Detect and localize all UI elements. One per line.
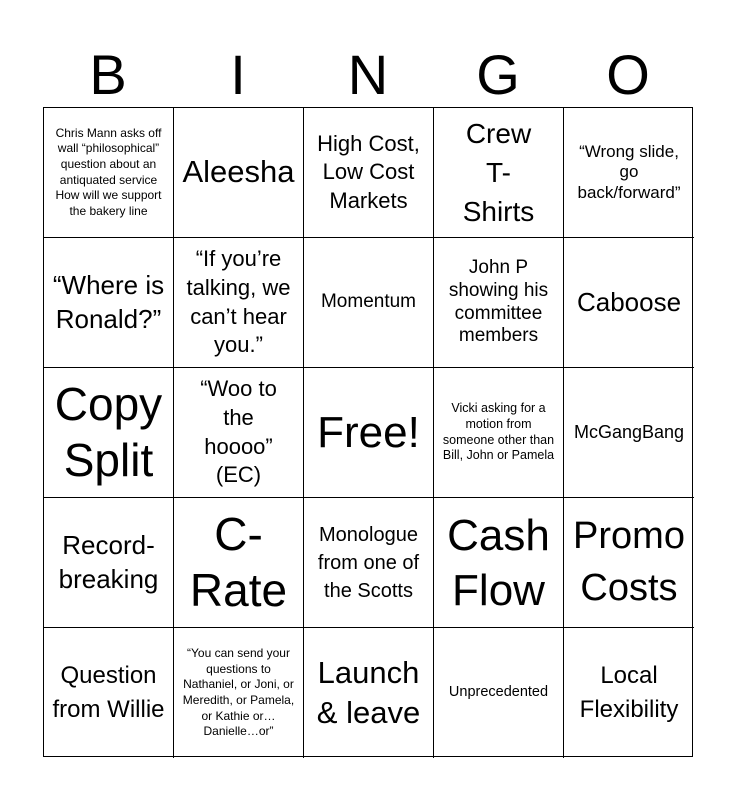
bingo-cell-g2[interactable] [434,238,564,368]
cell-text: Crew T-Shirts [462,117,535,228]
bingo-cell-n3[interactable] [304,368,434,498]
cell-text: Local Flexibility [579,662,679,723]
bingo-cell-n1[interactable] [304,108,434,238]
cell-text: “Where is Ronald?” [52,269,165,334]
cell-text: “If you’re talking, we can’t hear you.” [186,246,291,358]
cell-text: “You can send your questions to Nathaniel, or Joni, or Meredith, or Pamela, or Kathie or… Danielle…or” [182,646,295,739]
bingo-cell-o4[interactable] [564,498,694,628]
cell-text: Unprecedented [448,684,549,701]
header-letter-n: N [347,43,389,106]
cell-text: “Woo to the hoooo” (EC) [200,376,277,488]
bingo-cell-i4[interactable] [174,498,304,628]
header-letter-i: I [230,43,246,106]
cell-text: Aleesha [182,154,295,190]
bingo-cell-n4[interactable] [304,498,434,628]
cell-text: Caboose [576,286,682,317]
cell-text: High Cost, Low Cost Markets [317,130,420,213]
cell-text: Momentum [320,291,417,313]
bingo-cell-i2[interactable] [174,238,304,368]
cell-text: John P showing his committee members [448,256,549,347]
bingo-card [43,107,693,757]
bingo-cell-g1[interactable] [434,108,564,238]
bingo-cell-b2[interactable] [44,238,174,368]
cell-text: Launch & leave [316,654,421,730]
cell-text: McGangBang [573,422,685,443]
bingo-cell-g5[interactable] [434,628,564,758]
bingo-cell-i1[interactable] [174,108,304,238]
header-letter-g: G [476,43,520,106]
bingo-cell-o2[interactable] [564,238,694,368]
bingo-header [43,42,693,108]
bingo-cell-o3[interactable] [564,368,694,498]
cell-text: Question from Willie [52,662,165,723]
bingo-cell-i3[interactable] [174,368,304,498]
bingo-cell-b1[interactable] [44,108,174,238]
cell-text: Vicki asking for a motion from someone other than Bill, John or Pamela [442,401,555,463]
bingo-cell-b3[interactable] [44,368,174,498]
bingo-cell-o5[interactable] [564,628,694,758]
bingo-cell-i5[interactable] [174,628,304,758]
bingo-cell-b5[interactable] [44,628,174,758]
cell-text: Copy Split [54,378,163,486]
bingo-cell-n2[interactable] [304,238,434,368]
cell-text: Promo Costs [573,515,685,609]
header-letter-b: B [89,43,127,106]
cell-text: Cash Flow [447,510,550,615]
bingo-cell-n5[interactable] [304,628,434,758]
cell-text: Free! [317,408,420,457]
cell-text: Chris Mann asks off wall “philosophical” question about an antiquated service How will we support the bakery line [55,125,162,218]
bingo-cell-b4[interactable] [44,498,174,628]
cell-text: Monologue from one of the Scotts [317,523,420,602]
cell-text: Record-breaking [58,529,159,594]
bingo-cell-g4[interactable] [434,498,564,628]
cell-text: C-Rate [189,508,288,616]
bingo-cell-o1[interactable] [564,108,694,238]
cell-text: “Wrong slide, go back/forward” [577,141,681,202]
header-letter-o: O [606,43,650,106]
bingo-cell-g3[interactable] [434,368,564,498]
